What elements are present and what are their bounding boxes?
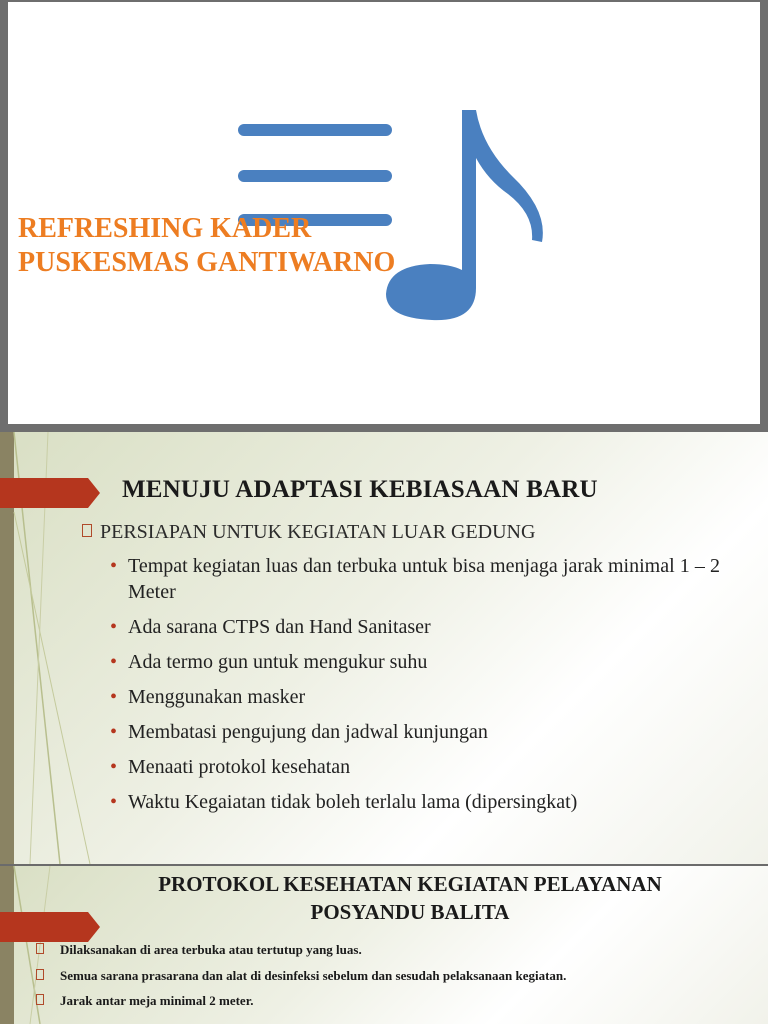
square-bullet-icon	[36, 969, 44, 980]
square-bullet-icon	[82, 524, 92, 537]
bullet-dot-icon: •	[110, 686, 118, 708]
list-item: • Menggunakan masker	[110, 686, 306, 708]
subheading	[82, 521, 535, 544]
subheading-text: PERSIAPAN UNTUK KEGIATAN LUAR GEDUNG	[100, 521, 536, 543]
list-item: • Ada termo gun untuk mengukur suhu	[110, 651, 428, 673]
slide-heading: PROTOKOL KESEHATAN KEGIATAN PELAYANAN POSYANDU BALITA	[158, 872, 662, 924]
list-item: • Ada sarana CTPS dan Hand Sanitaser	[110, 616, 431, 638]
square-bullet-icon	[36, 943, 44, 954]
presentation-title	[18, 212, 395, 280]
bullet-dot-icon: •	[110, 791, 118, 813]
list-item: • Membatasi pengujung dan jadwal kunjungan	[110, 721, 488, 743]
title-slide	[0, 0, 768, 432]
list-item: Jarak antar meja minimal 2 meter.	[36, 994, 566, 1008]
bullet-dot-icon: •	[110, 721, 118, 743]
bullet-list	[110, 553, 720, 824]
slide-heading: MENUJU ADAPTASI KEBIASAAN BARU	[122, 476, 598, 503]
list-item: • Waktu Kegaiatan tidak boleh terlalu lama (dipersingkat)	[110, 791, 578, 813]
list-item: Dilaksanakan di area terbuka atau tertutup yang luas.	[36, 943, 566, 957]
list-item: Semua sarana prasarana dan alat di desinfeksi sebelum dan sesudah pelaksanaan kegiatan.	[36, 969, 566, 983]
section-tag-arrow	[0, 478, 100, 508]
music-playlist-icon	[230, 98, 560, 324]
title-line-2: PUSKESMAS GANTIWARNO	[18, 247, 396, 278]
title-line-1: REFRESHING KADER	[18, 213, 312, 244]
bullet-dot-icon: •	[110, 555, 118, 577]
bullet-list	[36, 943, 566, 1020]
bullet-dot-icon: •	[110, 616, 118, 638]
bullet-dot-icon: •	[110, 651, 118, 673]
bullet-dot-icon: •	[110, 756, 118, 778]
square-bullet-icon	[36, 994, 44, 1005]
list-item: • Menaati protokol kesehatan	[110, 756, 351, 778]
list-item: • Tempat kegiatan luas dan terbuka untuk bisa menjaga jarak minimal 1 – 2 Meter	[110, 555, 720, 603]
